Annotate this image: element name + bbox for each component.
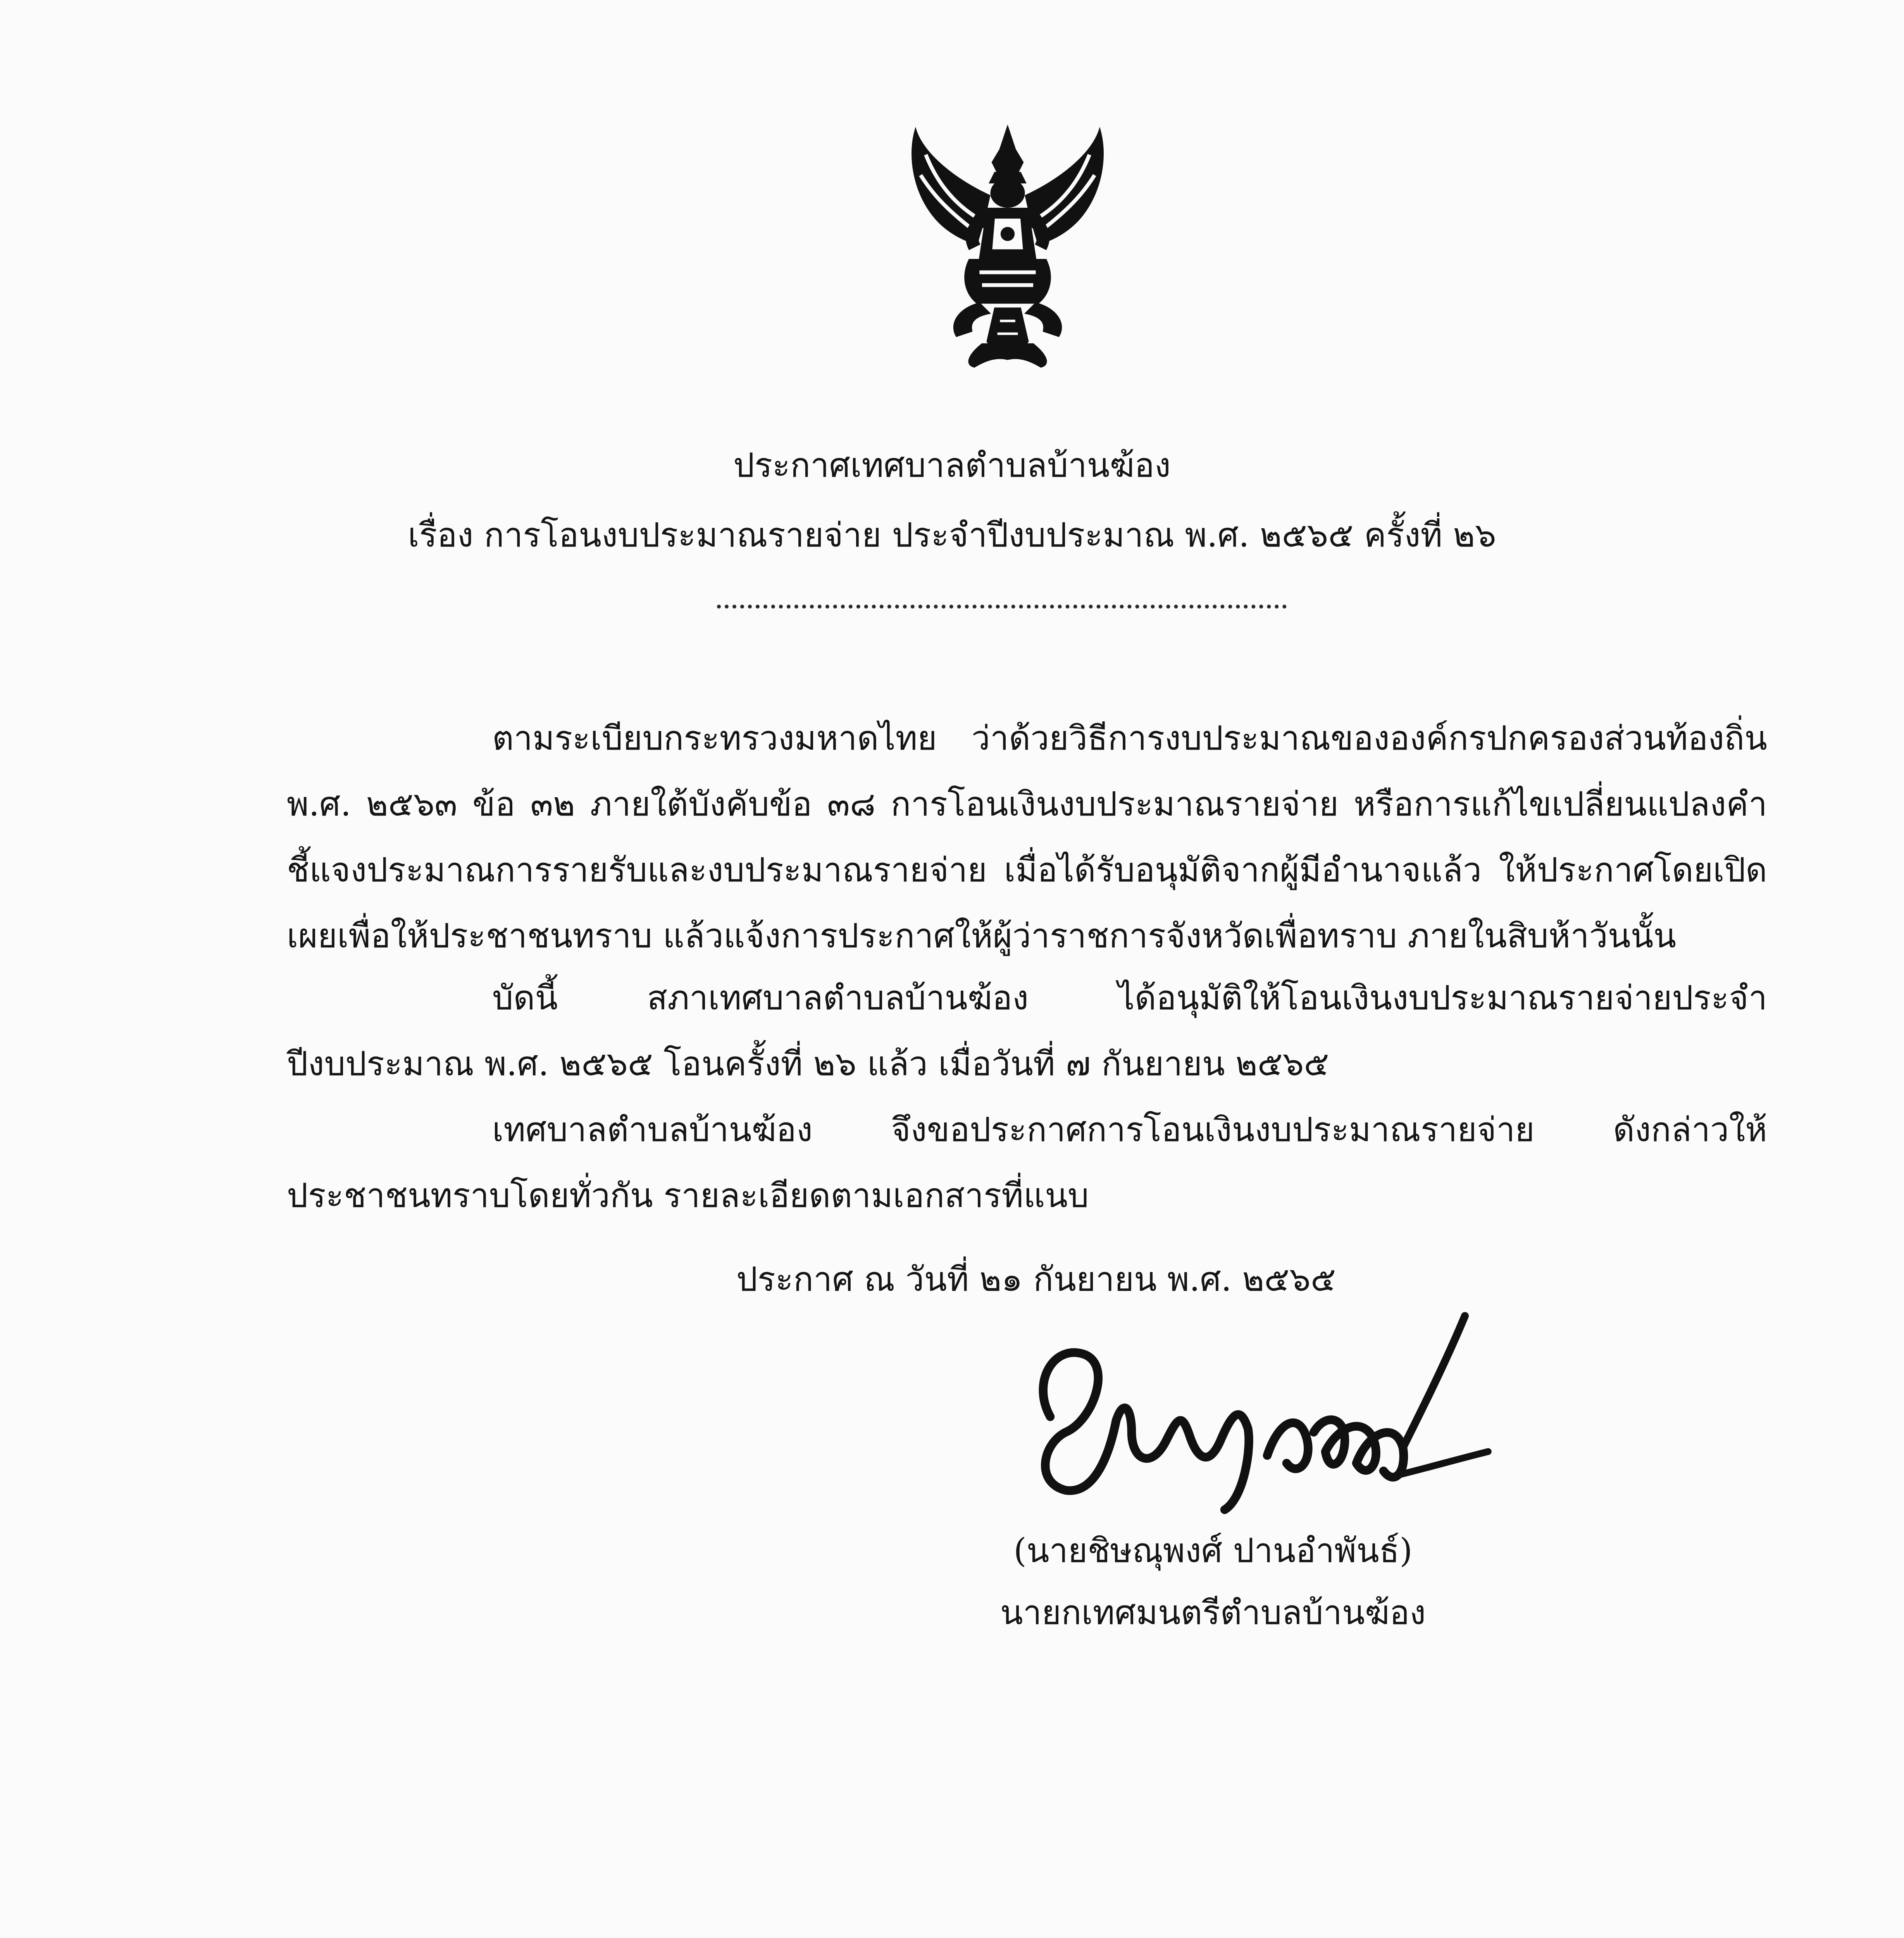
- dotted-divider: [717, 605, 1287, 609]
- body-paragraph-3: เทศบาลตำบลบ้านฆ้อง จึงขอประกาศการโอนเงินงบประมาณรายจ่าย ดังกล่าวให้ประชาชนทราบโดยทั่วกัน รายละเอียดตามเอกสารที่แนบ: [287, 1110, 1767, 1215]
- signatory-title: นายกเทศมนตรีตำบลบ้านฆ้อง: [1000, 1593, 1426, 1632]
- announcement-title: ประกาศเทศบาลตำบลบ้านฆ้อง: [733, 446, 1171, 485]
- handwritten-signature: [1015, 1302, 1519, 1519]
- announcement-subject: เรื่อง การโอนงบประมาณรายจ่าย ประจำปีงบประมาณ พ.ศ. ๒๕๖๕ ครั้งที่ ๒๖: [408, 516, 1496, 555]
- garuda-emblem-icon: [880, 116, 1136, 372]
- signatory-name: (นายชิษณุพงศ์ ปานอำพันธ์): [1013, 1531, 1413, 1570]
- body-paragraph-1: ตามระเบียบกระทรวงมหาดไทย ว่าด้วยวิธีการงบประมาณขององค์กรปกครองส่วนท้องถิ่น พ.ศ. ๒๕๖๓ ข้อ ๓๒ ภายใต้บังคับข้อ ๓๘ การโอนเงินงบประมาณรายจ่าย หรือการแก้ไขเปลี่ยนแปลงคำชี้แจงประมาณการรายรับและงบประมาณรายจ่าย เมื่อได้รับอนุมัติจากผู้มีอำนาจแล้ว ให้ประกาศโดยเปิดเผยเพื่อให้ประชาชนทราบ แล้วแจ้งการประกาศให้ผู้ว่าราชการจังหวัดเพื่อทราบ ภายในสิบห้าวันนั้น: [287, 719, 1767, 955]
- body-paragraph-2: บัดนี้ สภาเทศบาลตำบลบ้านฆ้อง ได้อนุมัติให้โอนเงินงบประมาณรายจ่ายประจำปีงบประมาณ พ.ศ. ๒๕๖๕ โอนครั้งที่ ๒๖ แล้ว เมื่อวันที่ ๗ กันยายน ๒๕๖๕: [287, 979, 1767, 1083]
- announcement-date: ประกาศ ณ วันที่ ๒๑ กันยายน พ.ศ. ๒๕๖๕: [736, 1260, 1336, 1299]
